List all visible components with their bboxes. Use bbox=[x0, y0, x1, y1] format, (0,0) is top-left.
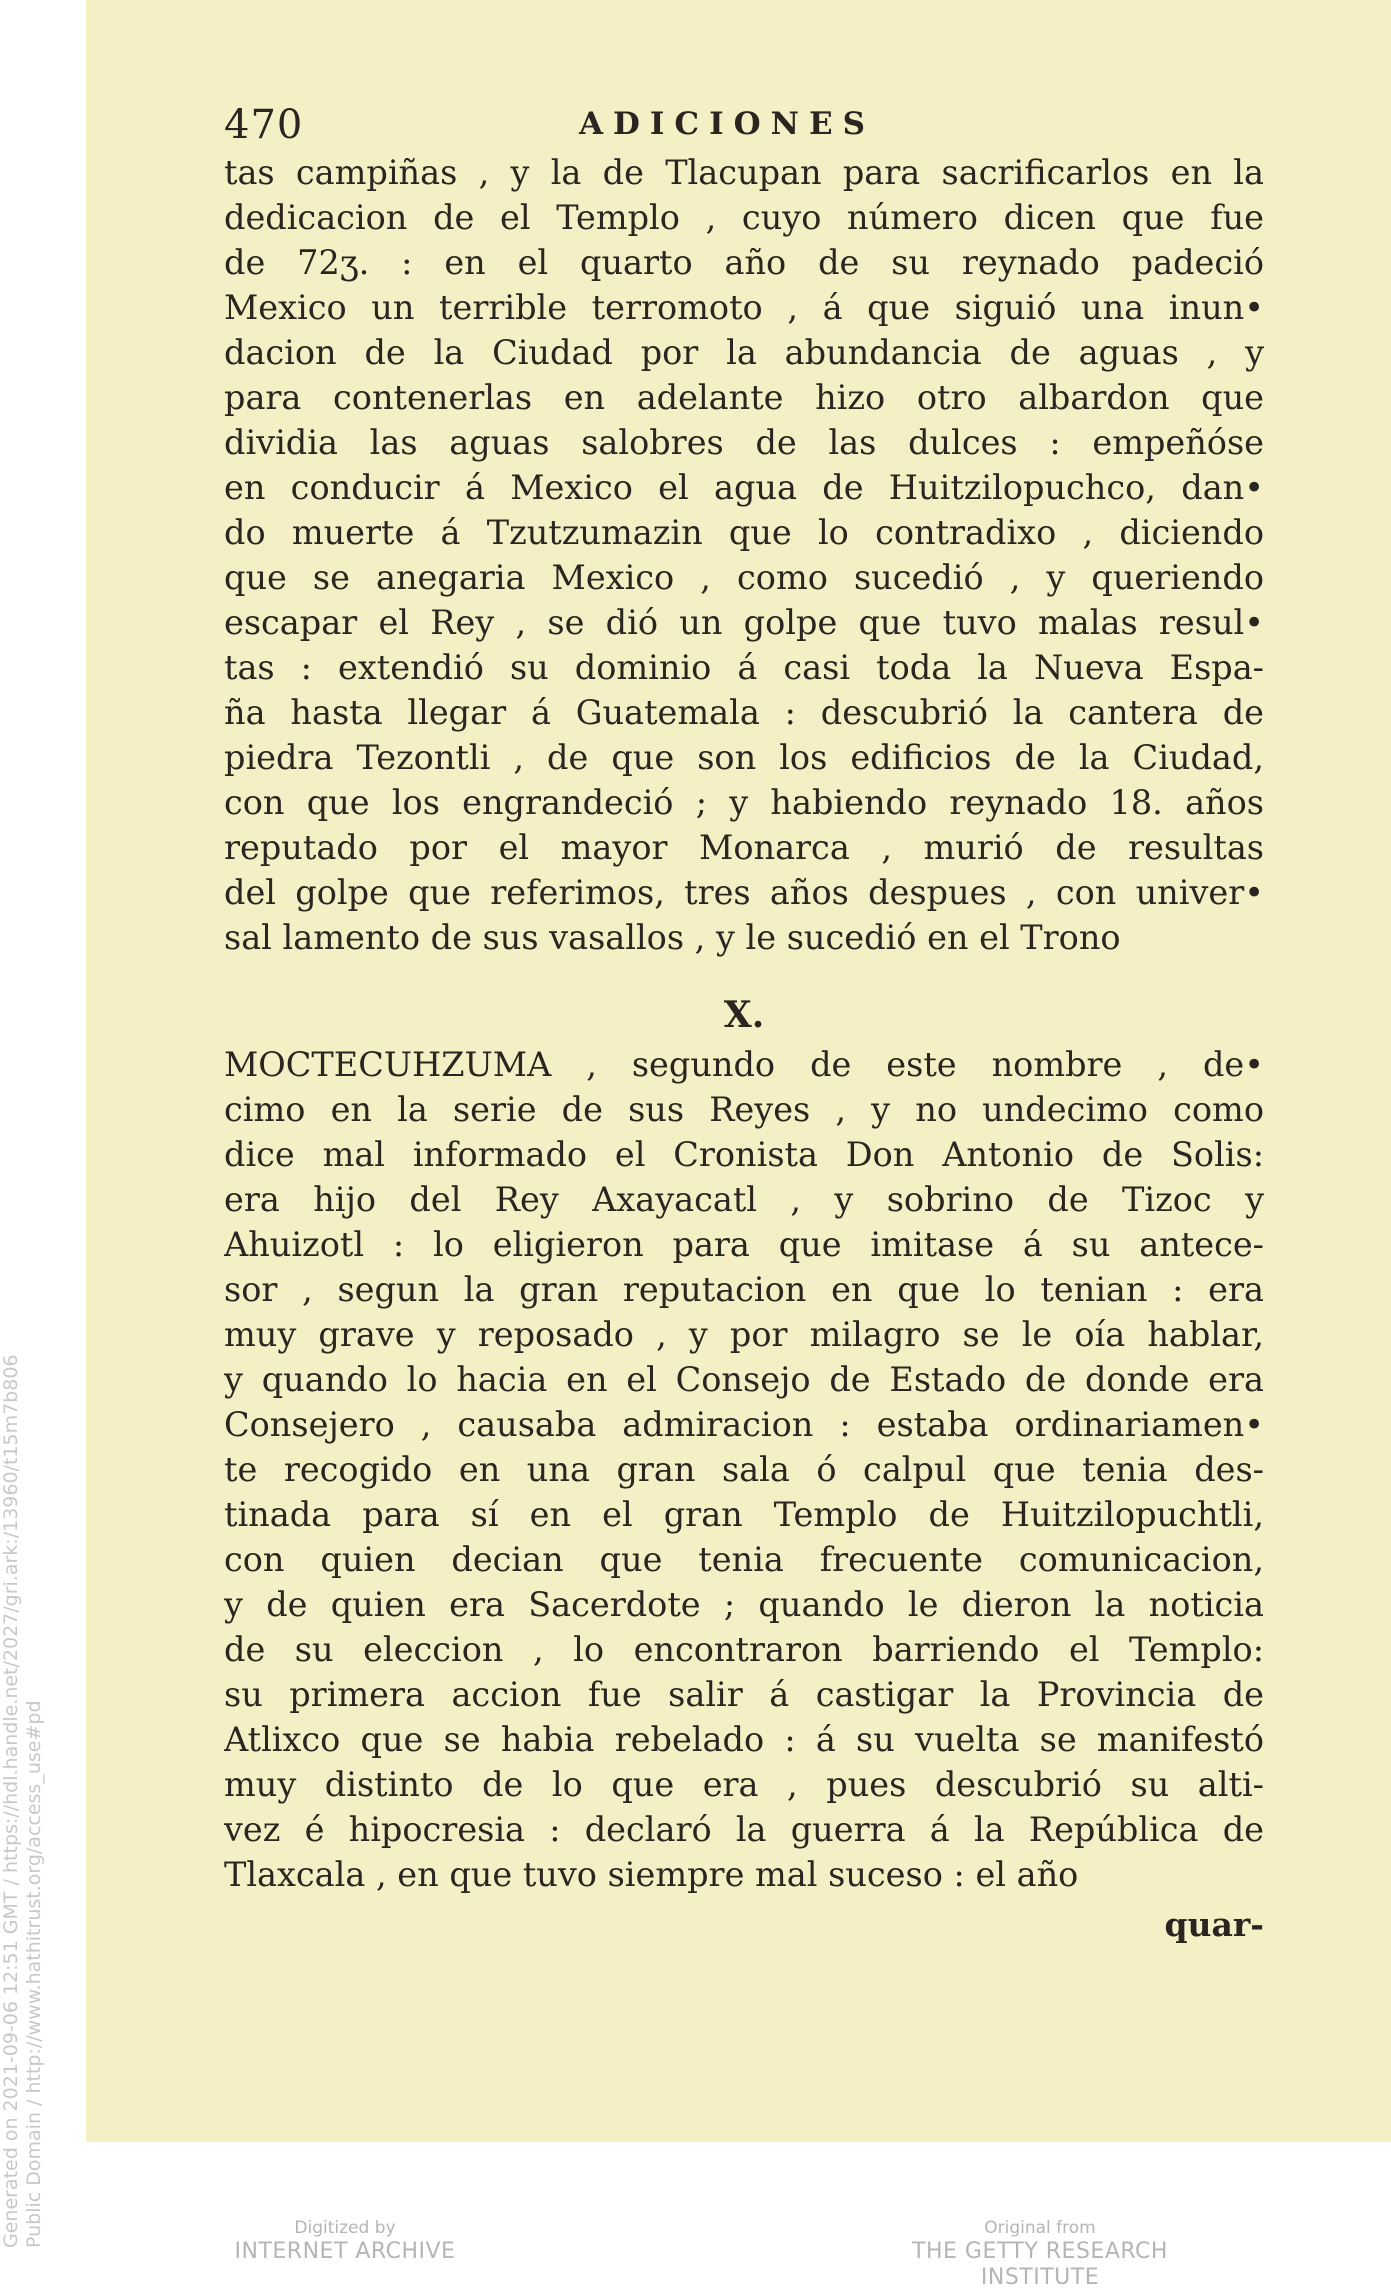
text-line: escapar el Rey , se dió un golpe que tuvo malas resul• bbox=[224, 603, 1264, 642]
paragraph-1 bbox=[224, 150, 1264, 960]
text-line: dedicacion de el Templo , cuyo número dicen que fue bbox=[224, 198, 1264, 237]
text-line: MOCTECUHZUMA , segundo de este nombre , de• bbox=[224, 1045, 1264, 1084]
text-line: que se anegaria Mexico , como sucedió , y queriendo bbox=[224, 558, 1264, 597]
text-line: del golpe que referimos, tres años despues , con univer• bbox=[224, 873, 1264, 912]
text-line: piedra Tezontli , de que son los edificios de la Ciudad, bbox=[224, 738, 1264, 777]
text-line: dividia las aguas salobres de las dulces : empeñóse bbox=[224, 423, 1264, 462]
text-line: con quien decian que tenia frecuente comunicacion, bbox=[224, 1540, 1264, 1579]
text-line: Tlaxcala , en que tuvo siempre mal suceso : el año bbox=[224, 1855, 1079, 1894]
text-line: do muerte á Tzutzumazin que lo contradixo , diciendo bbox=[224, 513, 1264, 552]
side-note-generated: Generated on 2021-09-06 12:51 GMT / https://hdl.handle.net/2027/gri.ark:/13960/t15m7b806 bbox=[0, 1354, 22, 2248]
footer-right-small: Original from bbox=[984, 2218, 1096, 2238]
text-line: su primera accion fue salir á castigar la Provincia de bbox=[224, 1675, 1264, 1714]
paragraph-2 bbox=[224, 1042, 1264, 1897]
text-line: y quando lo hacia en el Consejo de Estado de donde era bbox=[224, 1360, 1264, 1399]
text-line: con que los engrandeció ; y habiendo reynado 18. años bbox=[224, 783, 1264, 822]
text-line: y de quien era Sacerdote ; quando le dieron la noticia bbox=[224, 1585, 1264, 1624]
text-line: dacion de la Ciudad por la abundancia de aguas , y bbox=[224, 333, 1264, 372]
text-line: de 72ʒ. : en el quarto año de su reynado padeció bbox=[224, 243, 1264, 282]
text-line: muy grave y reposado , y por milagro se le oía hablar, bbox=[224, 1315, 1264, 1354]
text-line: era hijo del Rey Axayacatl , y sobrino de Tizoc y bbox=[224, 1180, 1264, 1219]
text-line: muy distinto de lo que era , pues descubrió su alti- bbox=[224, 1765, 1264, 1804]
header-title: ADICIONES bbox=[579, 106, 875, 142]
text-line: vez é hipocresia : declaró la guerra á la República de bbox=[224, 1810, 1264, 1849]
footer-original-from bbox=[850, 2217, 1230, 2291]
section-heading: X. bbox=[723, 994, 765, 1036]
text-line: Mexico un terrible terromoto , á que siguió una inun• bbox=[224, 288, 1264, 327]
catchword: quar- bbox=[1164, 1905, 1264, 1944]
text-line: reputado por el mayor Monarca , murió de resultas bbox=[224, 828, 1264, 867]
text-line: cimo en la serie de sus Reyes , y no undecimo como bbox=[224, 1090, 1264, 1129]
running-head bbox=[224, 102, 1264, 146]
side-note bbox=[0, 1354, 46, 2248]
footer-left-small: Digitized by bbox=[294, 2218, 396, 2238]
text-line: Ahuizotl : lo eligieron para que imitase á su antece- bbox=[224, 1225, 1264, 1264]
text-line: en conducir á Mexico el agua de Huitzilopuchco, dan• bbox=[224, 468, 1264, 507]
text-line: ña hasta llegar á Guatemala : descubrió la cantera de bbox=[224, 693, 1264, 732]
text-line: Atlixco que se habia rebelado : á su vuelta se manifestó bbox=[224, 1720, 1264, 1759]
text-line: dice mal informado el Cronista Don Antonio de Solis: bbox=[224, 1135, 1264, 1174]
text-line: tas campiñas , y la de Tlacupan para sacrificarlos en la bbox=[224, 153, 1264, 192]
footer-right-large: THE GETTY RESEARCH INSTITUTE bbox=[912, 2239, 1168, 2290]
text-line: tinada para sí en el gran Templo de Huitzilopuchtli, bbox=[224, 1495, 1264, 1534]
page-number: 470 bbox=[224, 102, 304, 148]
text-line: tas : extendió su dominio á casi toda la Nueva Espa- bbox=[224, 648, 1264, 687]
text-line: te recogido en una gran sala ó calpul que tenia des- bbox=[224, 1450, 1264, 1489]
text-line: de su eleccion , lo encontraron barriendo el Templo: bbox=[224, 1630, 1264, 1669]
text-line: sor , segun la gran reputacion en que lo tenian : era bbox=[224, 1270, 1264, 1309]
footer-left-large: INTERNET ARCHIVE bbox=[234, 2239, 456, 2264]
text-line: para contenerlas en adelante hizo otro albardon que bbox=[224, 378, 1264, 417]
text-line: Consejero , causaba admiracion : estaba ordinariamen• bbox=[224, 1405, 1264, 1444]
footer-digitized-by bbox=[230, 2217, 460, 2265]
side-note-public-domain: Public Domain / http://www.hathitrust.org/access_use#pd bbox=[23, 1700, 45, 2248]
text-line: sal lamento de sus vasallos , y le sucedió en el Trono bbox=[224, 918, 1121, 957]
